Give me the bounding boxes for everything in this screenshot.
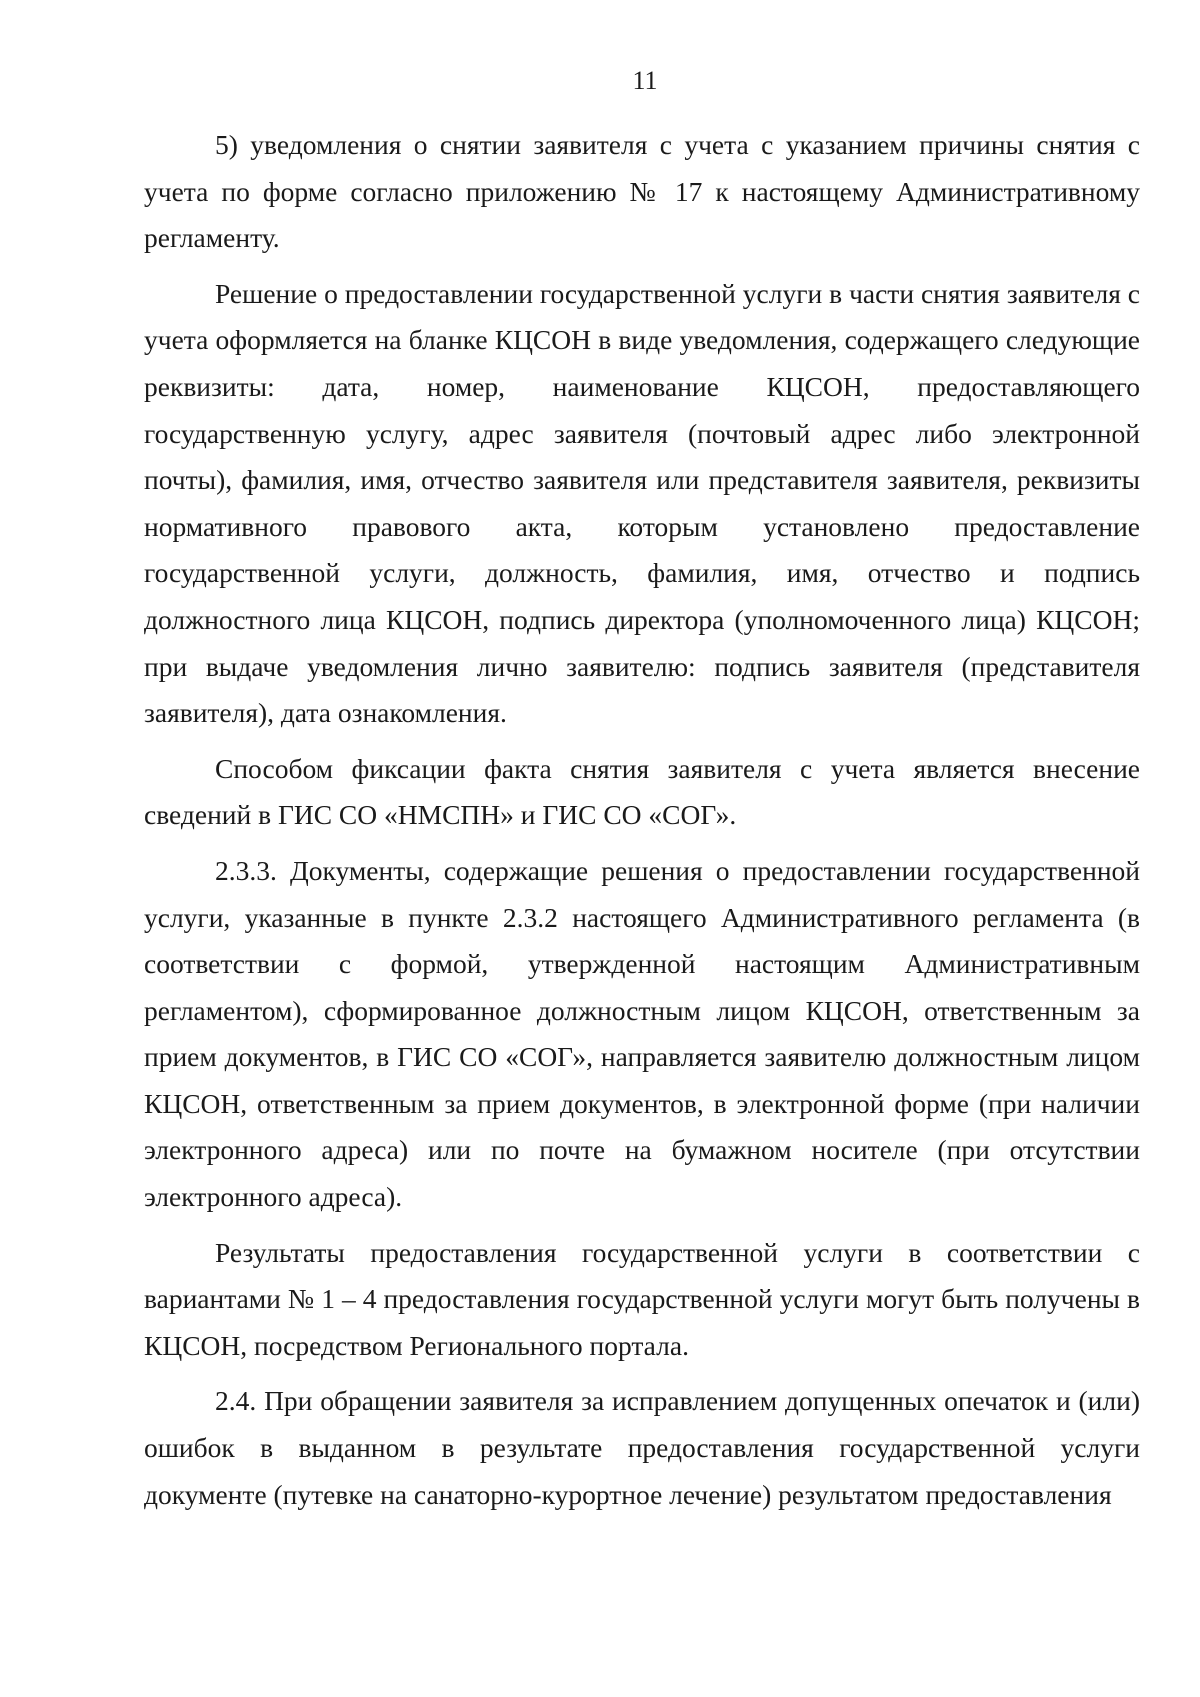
paragraph-decision-form: Решение о предоставлении государственной услуги в части снятия заявителя с учета оформляется на бланке КЦСОН в виде уведомления, содержащего следующие реквизиты: дата, номер, наименование КЦСОН, предоставляющего государственную услугу, адрес заявителя (почтовый адрес либо электронной почты), фамилия, имя, отчество заявителя или представителя заявителя, реквизиты нормативного правового акта, которым установлено предоставление государственной услуги, должность, фамилия, имя, отчество и подпись должностного лица КЦСОН, подпись директора (уполномоченного лица) КЦСОН; при выдаче уведомления лично заявителю: подпись заявителя (представителя заявителя), дата ознакомления.	[144, 277, 1140, 729]
paragraph-fixation-method: Способом фиксации факта снятия заявителя с учета является внесение сведений в ГИС СО «НМСПН» и ГИС СО «СОГ».	[144, 752, 1140, 831]
paragraph-section-2-3-3: 2.3.3. Документы, содержащие решения о предоставлении государственной услуги, указанные в пункте 2.3.2 настоящего Административного регламента (в соответствии с формой, утвержденной настоящим Административным регламентом), сформированное должностным лицом КЦСОН, ответственным за прием документов, в ГИС СО «СОГ», направляется заявителю должностным лицом КЦСОН, ответственным за прием документов, в электронной форме (при наличии электронного адреса) или по почте на бумажном носителе (при отсутствии электронного адреса).	[144, 854, 1140, 1213]
paragraph-notice-item-5: 5) уведомления о снятии заявителя с учета с указанием причины снятия с учета по форме согласно приложению № 17 к настоящему Административному регламенту.	[144, 129, 1140, 254]
document-body	[144, 122, 1140, 1518]
paragraph-section-2-4: 2.4. При обращении заявителя за исправлением допущенных опечаток и (или) ошибок в выданном в результате предоставления государственной услуги документе (путевке на санаторно-курортное лечение) результатом предоставления	[144, 1385, 1140, 1510]
page-number: 11	[632, 66, 658, 95]
paragraph-results-variants: Результаты предоставления государственной услуги в соответствии с вариантами № 1 – 4 предоставления государственной услуги могут быть получены в КЦСОН, посредством Регионального портала.	[144, 1236, 1140, 1361]
